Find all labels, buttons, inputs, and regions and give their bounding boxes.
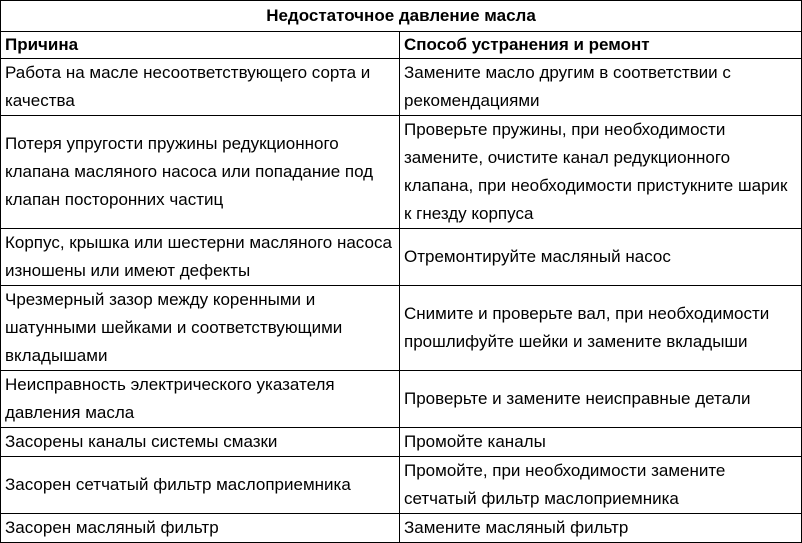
cause-cell: Засорены каналы системы смазки xyxy=(1,428,400,457)
remedy-cell: Отремонтируйте масляный насос xyxy=(400,229,802,286)
table-row xyxy=(1,428,802,457)
remedy-cell: Замените масло другим в соответствии с рекомендациями xyxy=(400,59,802,116)
table-row xyxy=(1,59,802,116)
table-row xyxy=(1,457,802,514)
remedy-cell: Снимите и проверьте вал, при необходимости прошлифуйте шейки и замените вкладыши xyxy=(400,286,802,371)
remedy-cell: Проверьте пружины, при необходимости замените, очистите канал редукционного клапана, при необходимости пристукните шарик к гнезду корпуса xyxy=(400,116,802,229)
table-row xyxy=(1,286,802,371)
column-header-cause: Причина xyxy=(1,32,400,59)
remedy-cell: Проверьте и замените неисправные детали xyxy=(400,371,802,428)
cause-cell: Неисправность электрического указателя давления масла xyxy=(1,371,400,428)
cause-cell: Чрезмерный зазор между коренными и шатунными шейками и соответствующими вкладышами xyxy=(1,286,400,371)
remedy-cell: Замените масляный фильтр xyxy=(400,514,802,543)
table-title: Недостаточное давление масла xyxy=(1,1,802,32)
table-row xyxy=(1,229,802,286)
cause-cell: Работа на масле несоответствующего сорта и качества xyxy=(1,59,400,116)
table-row xyxy=(1,514,802,543)
table-row xyxy=(1,116,802,229)
title-row xyxy=(1,1,802,32)
cause-cell: Корпус, крышка или шестерни масляного насоса изношены или имеют дефекты xyxy=(1,229,400,286)
cause-cell: Засорен сетчатый фильтр маслоприемника xyxy=(1,457,400,514)
remedy-cell: Промойте каналы xyxy=(400,428,802,457)
cause-cell: Потеря упругости пружины редукционного клапана масляного насоса или попадание под клапан посторонних частиц xyxy=(1,116,400,229)
cause-cell: Засорен масляный фильтр xyxy=(1,514,400,543)
table-row xyxy=(1,371,802,428)
remedy-cell: Промойте, при необходимости замените сетчатый фильтр маслоприемника xyxy=(400,457,802,514)
header-row xyxy=(1,32,802,59)
column-header-remedy: Способ устранения и ремонт xyxy=(400,32,802,59)
